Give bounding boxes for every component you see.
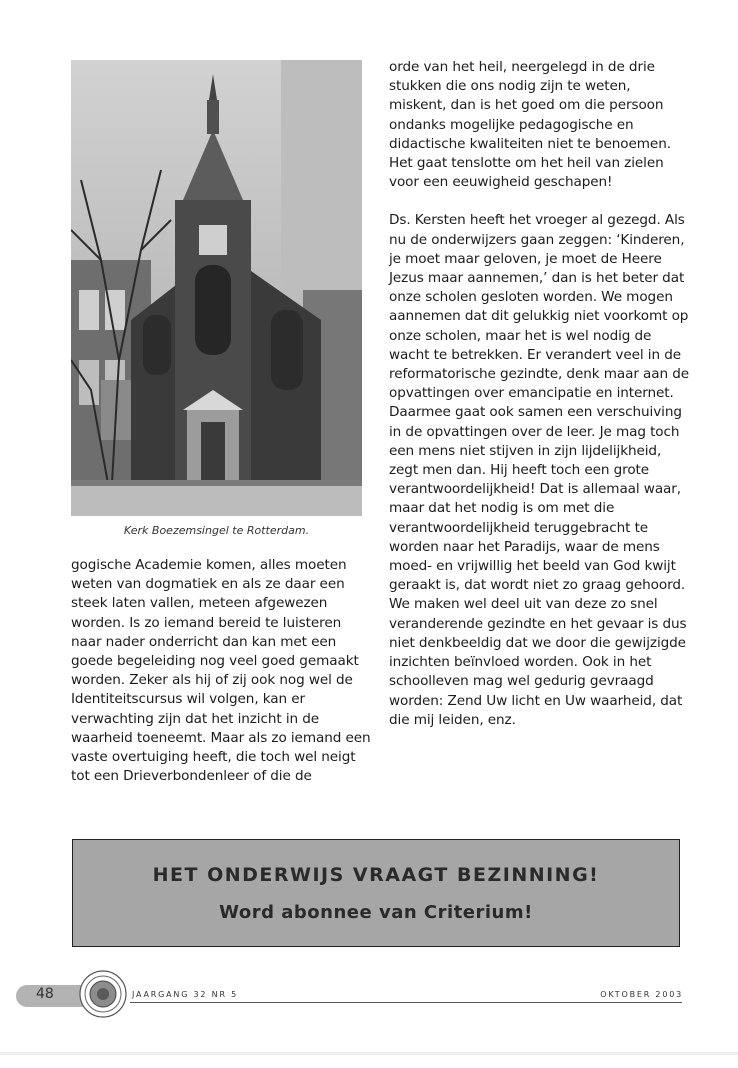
paragraph: orde van het heil, neergelegd in de drie stukken die ons nodig zijn te weten, miskent, dan is het goed om die persoon ondanks mogelijke pedagogische en didactische kwaliteiten niet te benoemen. Het gaat tenslotte om het heil van zielen voor een eeuwigheid geschapen! [389, 59, 671, 191]
banner-subline: Word abonnee van Criterium! [219, 902, 533, 923]
issue-date: OKTOBER 2003 [600, 990, 683, 999]
issue-label: JAARGANG 32 NR 5 [132, 990, 239, 999]
banner-headline: HET ONDERWIJS VRAAGT BEZINNING! [152, 864, 600, 886]
article-column-left [71, 556, 371, 786]
article-column-right [389, 58, 691, 730]
footer-rule [130, 1002, 682, 1003]
page-number: 48 [36, 986, 54, 1002]
photo-caption: Kerk Boezemsingel te Rotterdam. [123, 524, 310, 537]
paragraph: gogische Academie komen, alles moeten weten van dogmatiek en als ze daar een steek laten vallen, meteen afgewezen worden. Is zo iemand bereid te luisteren naar nader onderricht dan kan met een goede begeleiding nog veel goed gemaakt worden. Zeker als hij of zij ook nog wel de Identiteitscursus wil volgen, kan er verwachting zijn dat het inzicht in de waarheid toeneemt. Maar als zo iemand een vaste overtuiging heeft, die toch wel neigt tot een Drieverbondenleer of die de [71, 557, 371, 785]
scan-edge [0, 1052, 738, 1055]
paragraph: We maken wel deel uit van deze zo snel veranderende gezindte en het gevaar is dus niet denkbeeldig dat we door die gewijzigde inzichten beïnvloed worden. Ook in het schoolleven mag wel gedurig gevraagd worden: Zend Uw licht en Uw waarheid, dat die mij leiden, enz. [389, 596, 687, 728]
church-photo [71, 60, 362, 516]
subscription-banner [72, 839, 680, 947]
magazine-seal-icon [78, 969, 128, 1019]
paragraph: Ds. Kersten heeft het vroeger al gezegd. Als nu de onderwijzers gaan zeggen: ‘Kinderen, je moet maar geloven, je moet de Heere Jezus maar aannemen,’ dan is het beter dat onze scholen gesloten worden. We mogen aannemen dat dit gelukkig niet voorkomt op onze scholen, maar het is wel nodig de wacht te betrekken. Er verandert veel in de reformatorische gezindte, denk maar aan de opvattingen over emancipatie en internet. Daarmee gaat ook samen een verschuiving in de opvattingen over de leer. Je mag toch een mens niet stijven in zijn lijdelijkheid, zegt men dan. Hij heeft toch een grote verantwoordelijkheid! Dat is allemaal waar, maar dat het nodig is om met die verantwoordelijkheid teruggebracht te worden naar het Paradijs, waar de mens moed- en vrijwillig het beeld van God kwijt geraakt is, dat wordt niet zo graag gehoord. [389, 212, 690, 594]
